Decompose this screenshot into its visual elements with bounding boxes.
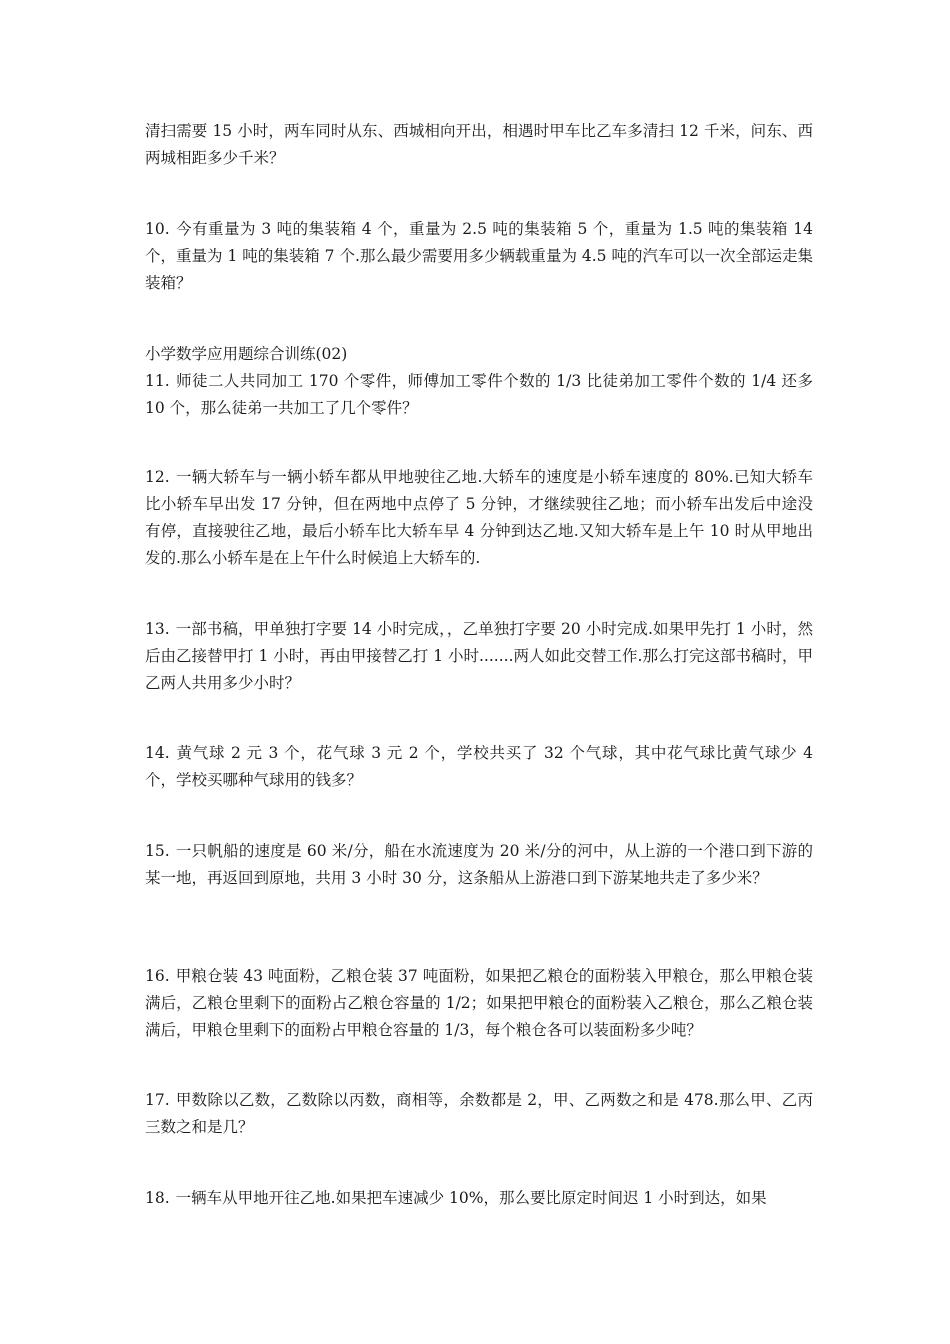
problem-13 [145,616,813,697]
problem-16 [145,963,813,1044]
problem-number: 11. [145,372,170,390]
problem-text: 今有重量为 3 吨的集装箱 4 个，重量为 2.5 吨的集装箱 5 个，重量为 1.5 吨的集装箱 14 个，重量为 1 吨的集装箱 7 个.那么最少需要用多少辆载重量为 4.5 吨的汽车可以一次全部运走集装箱？ [145,220,813,292]
intro-paragraph: 清扫需要 15 小时，两车同时从东、西城相向开出，相遇时甲车比乙车多清扫 12 千米，问东、西两城相距多少千米？ [145,122,813,167]
problem-number: 15. [145,842,170,860]
problem-text: 一辆大轿车与一辆小轿车都从甲地驶往乙地.大轿车的速度是小轿车速度的 80%.已知大轿车比小轿车早出发 17 分钟，但在两地中点停了 5 分钟，才继续驶往乙地；而小轿车出发后中途没有停，直接驶往乙地，最后小轿车比大轿车早 4 分钟到达乙地.又知大轿车是上午 10 时从甲地出发的.那么小轿车是在上午什么时候追上大轿车的. [145,468,813,567]
problem-15 [145,838,813,892]
problem-number: 18. [145,1189,170,1207]
problem-18 [145,1185,813,1212]
problem-14 [145,740,813,794]
problem-text: 一部书稿，甲单独打字要 14 小时完成，，乙单独打字要 20 小时完成.如果甲先打 1 小时，然后由乙接替甲打 1 小时，再由甲接替乙打 1 小时.......两人如此交替工作.那么打完这部书稿时，甲乙两人共用多少小时？ [145,620,813,692]
problem-text: 一辆车从甲地开往乙地.如果把车速减少 10%，那么要比原定时间迟 1 小时到达，如果 [175,1189,767,1207]
problem-number: 13. [145,620,170,638]
problem-number: 17. [145,1091,170,1109]
section-title: 小学数学应用题综合训练(02) [145,345,348,363]
problem-text: 一只帆船的速度是 60 米/分，船在水流速度为 20 米/分的河中，从上游的一个港口到下游的某一地，再返回到原地，共用 3 小时 30 分，这条船从上游港口到下游某地共走了多少米？ [145,842,813,887]
problem-number: 10. [145,220,170,238]
problem-17 [145,1087,813,1141]
problem-text: 黄气球 2 元 3 个，花气球 3 元 2 个，学校共买了 32 个气球，其中花气球比黄气球少 4 个，学校买哪种气球用的钱多？ [145,744,813,789]
problem-text: 师徒二人共同加工 170 个零件，师傅加工零件个数的 1/3 比徒弟加工零件个数的 1/4 还多 10 个，那么徒弟一共加工了几个零件？ [145,372,813,417]
problem-12 [145,464,813,572]
problem-10 [145,216,813,297]
problem-number: 12. [145,468,170,486]
problem-text: 甲数除以乙数，乙数除以丙数，商相等，余数都是 2，甲、乙两数之和是 478.那么甲、乙丙三数之和是几？ [145,1091,813,1136]
problem-number: 16. [145,967,170,985]
problem-number: 14. [145,744,170,762]
problem-text: 甲粮仓装 43 吨面粉，乙粮仓装 37 吨面粉，如果把乙粮仓的面粉装入甲粮仓，那么甲粮仓装满后，乙粮仓里剩下的面粉占乙粮仓容量的 1/2；如果把甲粮仓的面粉装入乙粮仓，那么乙粮仓装满后，甲粮仓里剩下的面粉占甲粮仓容量的 1/3，每个粮仓各可以装面粉多少吨？ [145,967,813,1039]
problem-11 [145,368,813,422]
